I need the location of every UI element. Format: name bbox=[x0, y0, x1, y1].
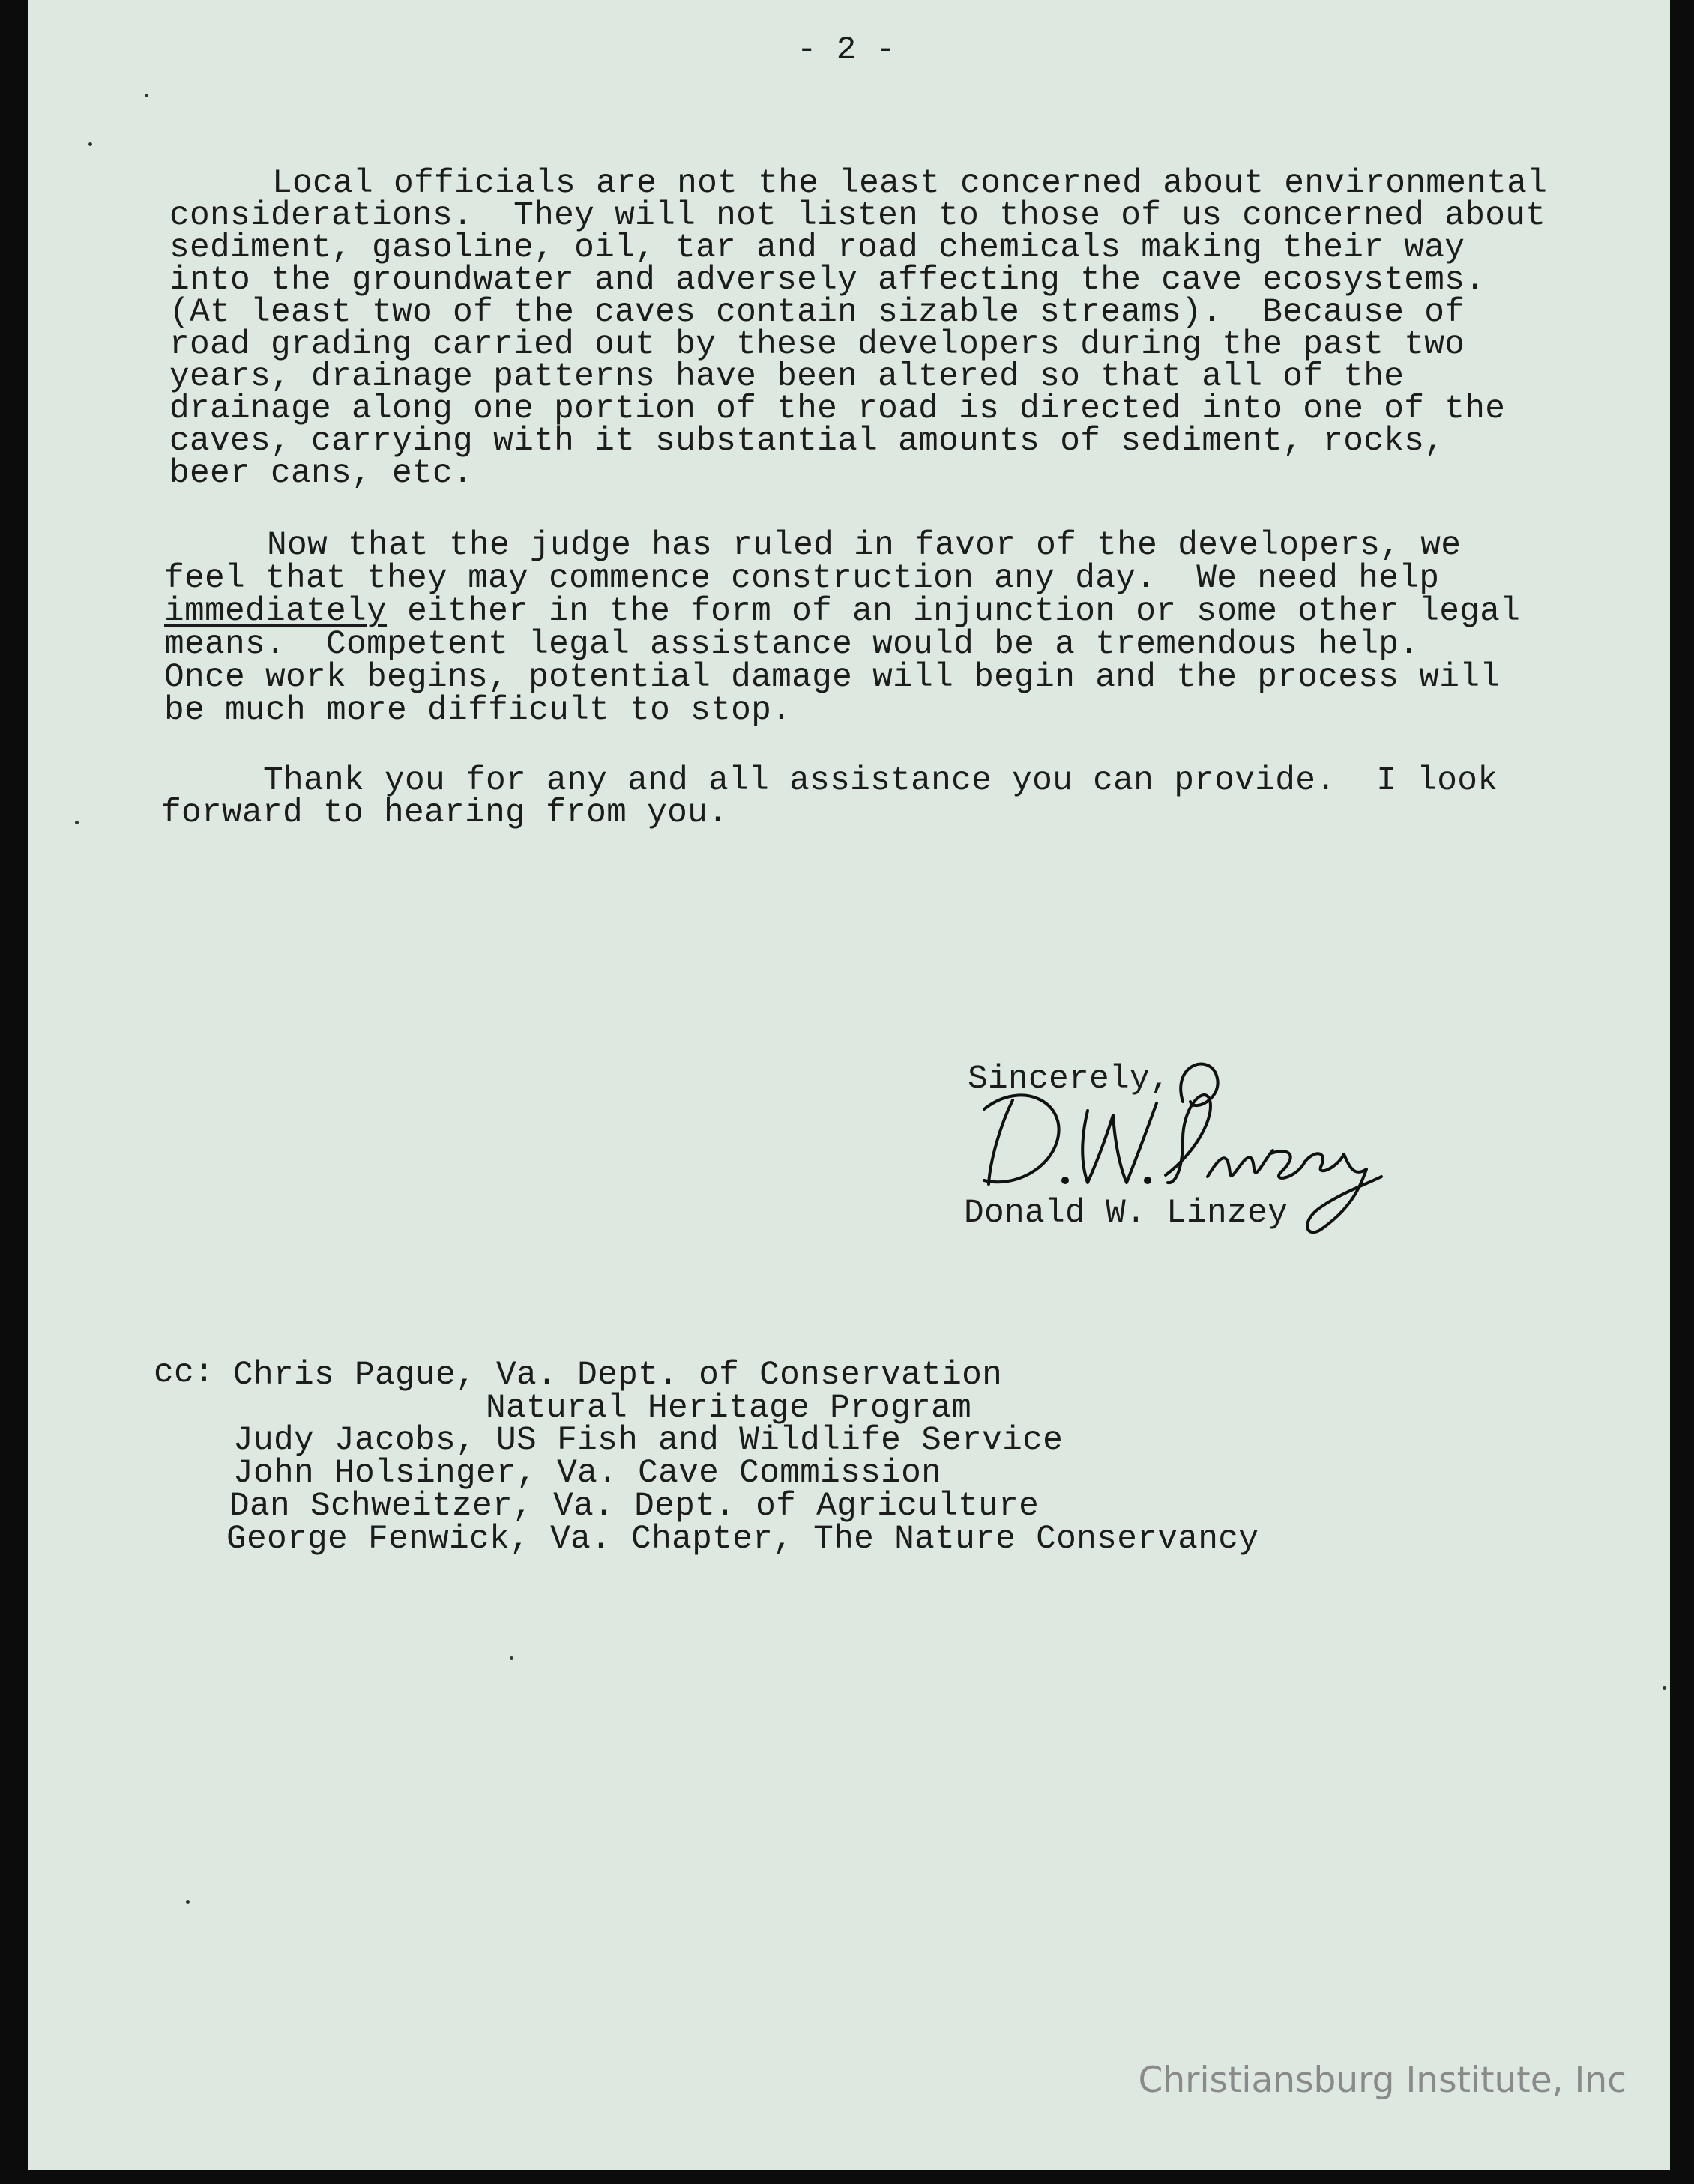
letter-page bbox=[28, 0, 1670, 2170]
signer-name: Donald W. Linzey bbox=[964, 1195, 1288, 1232]
text-line: into the groundwater and adversely affecting the cave ecosystems. bbox=[169, 262, 1486, 299]
text-line: road grading carried out by these developers during the past two bbox=[169, 326, 1465, 364]
text-span: either in the form of an injunction or some other legal bbox=[387, 593, 1521, 630]
text-line: caves, carrying with it substantial amounts of sediment, rocks, bbox=[169, 423, 1445, 460]
text-line: beer cans, etc. bbox=[169, 455, 474, 492]
text-line: Once work begins, potential damage will begin and the process will bbox=[164, 659, 1501, 696]
cc-recipient: George Fenwick, Va. Chapter, The Nature Conservancy bbox=[226, 1521, 1259, 1558]
text-line: means. Competent legal assistance would be a tremendous help. bbox=[164, 626, 1420, 663]
cc-recipient: Judy Jacobs, US Fish and Wildlife Service bbox=[233, 1422, 1064, 1459]
closing: Sincerely, bbox=[968, 1061, 1171, 1098]
text-line: Local officials are not the least concerned about environmental bbox=[272, 165, 1548, 202]
text-line bbox=[164, 595, 1520, 628]
watermark: Christiansburg Institute, Inc bbox=[1138, 2060, 1627, 2101]
paper-speck bbox=[186, 1900, 190, 1904]
text-line: forward to hearing from you. bbox=[161, 794, 729, 832]
cc-label: cc: bbox=[154, 1354, 215, 1392]
cc-recipient: John Holsinger, Va. Cave Commission bbox=[233, 1455, 942, 1492]
emphasized-word: immediately bbox=[164, 593, 388, 630]
text-line: Thank you for any and all assistance you can provide. I look bbox=[263, 762, 1498, 800]
text-line: be much more difficult to stop. bbox=[164, 692, 792, 729]
paper-speck bbox=[75, 821, 79, 824]
text-line: Now that the judge has ruled in favor of the developers, we bbox=[267, 527, 1462, 564]
text-line: considerations. They will not listen to those of us concerned about bbox=[169, 197, 1546, 235]
paper-speck bbox=[145, 94, 148, 97]
paper-speck bbox=[510, 1656, 513, 1660]
cc-recipient: Dan Schweitzer, Va. Dept. of Agriculture bbox=[229, 1488, 1040, 1525]
cc-recipient: Chris Pague, Va. Dept. of Conservation bbox=[233, 1357, 1003, 1394]
text-line: (At least two of the caves contain sizable streams). Because of bbox=[169, 294, 1465, 331]
text-line: drainage along one portion of the road is directed into one of the bbox=[169, 390, 1506, 428]
paper-speck bbox=[1663, 1686, 1666, 1690]
page-number: - 2 - bbox=[797, 31, 896, 69]
text-line: feel that they may commence construction any day. We need help bbox=[164, 560, 1440, 597]
paper-speck bbox=[88, 142, 92, 146]
text-line: years, drainage patterns have been altered so that all of the bbox=[169, 358, 1405, 396]
text-line: sediment, gasoline, oil, tar and road chemicals making their way bbox=[169, 229, 1465, 267]
cc-recipient-detail: Natural Heritage Program bbox=[486, 1390, 972, 1427]
